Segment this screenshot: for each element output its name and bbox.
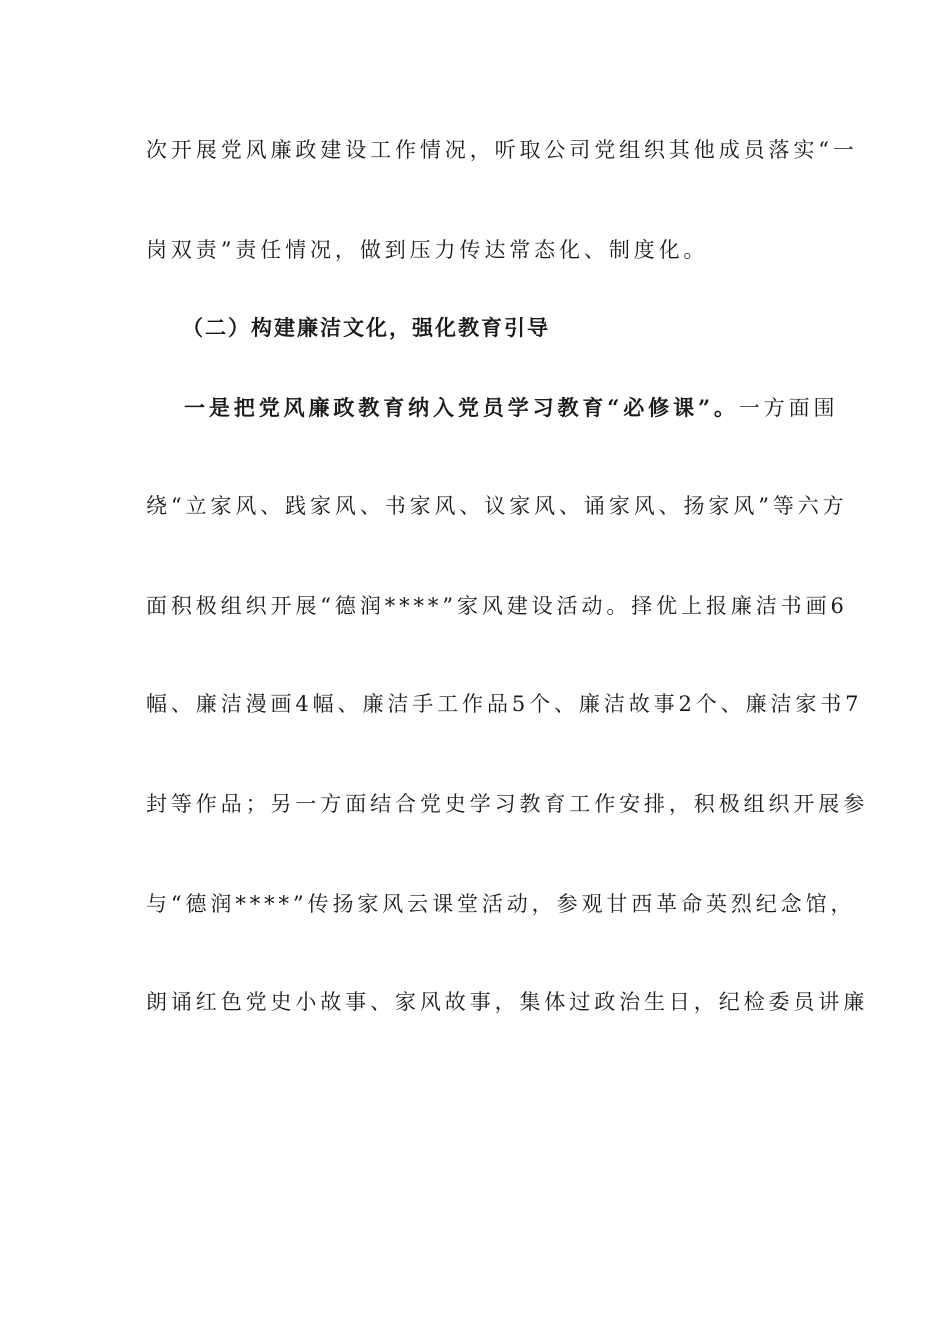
text-line: 朗诵红色党史小故事、家风故事，集体过政治生日，纪检委员讲廉: [146, 990, 869, 1014]
text-line: 幅、廉洁漫画4幅、廉洁手工作品5个、廉洁故事2个、廉洁家书7: [146, 692, 863, 716]
text-line: 封等作品；另一方面结合党史学习教育工作安排，积极组织开展参: [146, 792, 869, 816]
paragraph-lead-bold: 一是把党风廉政教育纳入党员学习教育“必修课”。: [184, 395, 739, 420]
text-line: 次开展党风廉政建设工作情况，听取公司党组织其他成员落实“一: [146, 138, 858, 162]
section-heading: （二）构建廉洁文化，强化教育引导: [182, 315, 550, 340]
text-line: 岗双责”责任情况，做到压力传达常态化、制度化。: [146, 238, 709, 262]
paragraph-lead-rest: 一方面围: [738, 396, 839, 420]
paragraph-lead-line: [146, 394, 839, 422]
text-line: 与“德润****”传扬家风云课堂活动，参观甘西革命英烈纪念馆，: [146, 892, 856, 916]
text-line: 绕“立家风、践家风、书家风、议家风、诵家风、扬家风”等六方: [146, 494, 848, 518]
text-line: 面积极组织开展“德润****”家风建设活动。择优上报廉洁书画6: [146, 594, 848, 618]
